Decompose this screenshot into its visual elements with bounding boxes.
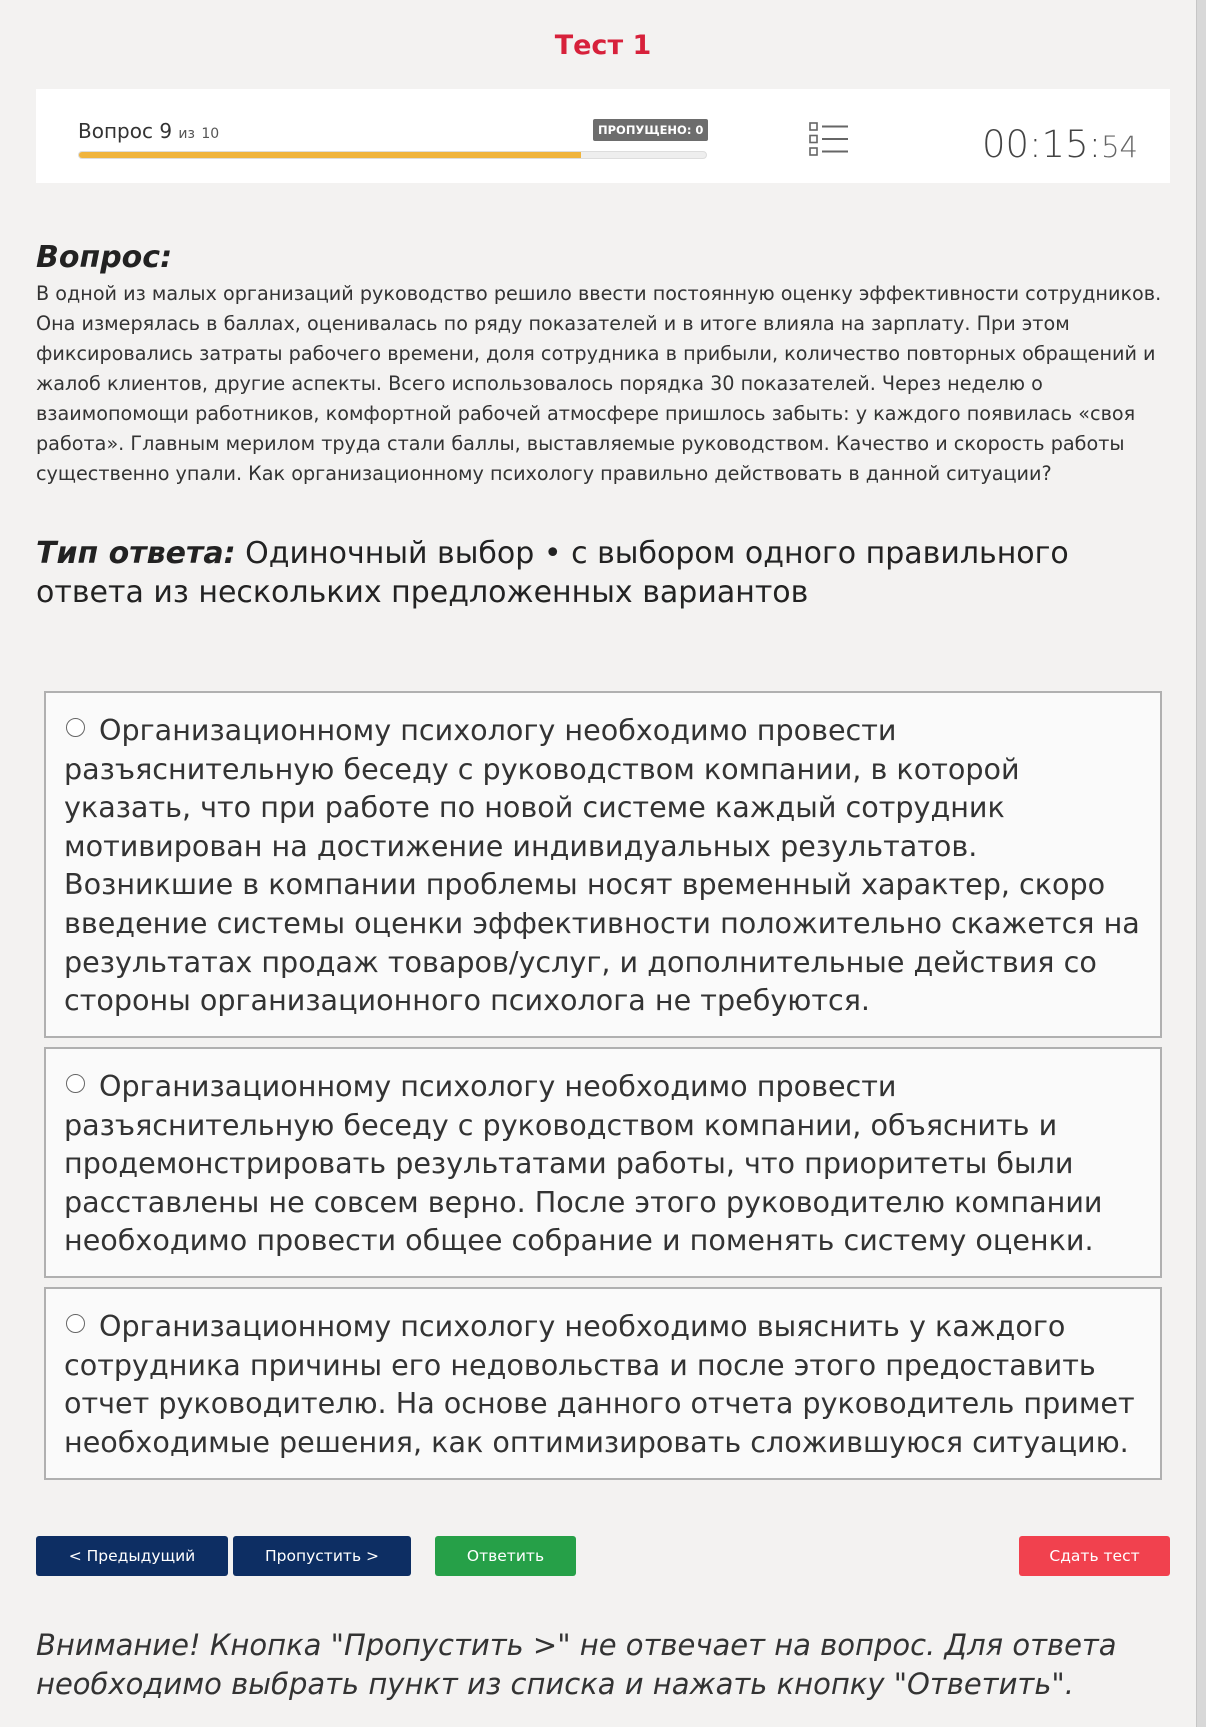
- answer-type-label: Тип ответа:: [36, 536, 236, 571]
- question-total: 10: [201, 126, 220, 142]
- radio-button-icon[interactable]: [66, 718, 85, 737]
- question-number: 9: [159, 119, 173, 143]
- skip-notice: Внимание! Кнопка "Пропустить >" не отвечает на вопрос. Для ответа необходимо выбрать пункт из списка и нажать кнопку "Ответить".: [36, 1628, 1117, 1701]
- answer-option-text: Организационному психологу необходимо выяснить у каждого сотрудника причины его недовольства и после этого предоставить отчет руководителю. На основе данного отчета руководитель примет необходимые решения, как оптимизировать сложившуюся ситуацию.: [64, 1309, 1135, 1459]
- radio-button-icon[interactable]: [66, 1314, 85, 1333]
- timer-seconds: 54: [1101, 130, 1138, 164]
- question-text: В одной из малых организаций руководство решило ввести постоянную оценку эффективности сотрудников. Она измерялась в баллах, оценивалась по ряду показателей и в итоге влияла на зарплату. При этом фиксировались затраты рабочего времени, доля сотрудника в прибыли, количество повторных обращений и жалоб клиентов, другие аспекты. Всего использовалось порядка 30 показателей. Через неделю о взаимопомощи работников, комфортной рабочей атмосфере пришлось забыть: у каждого появилась «своя работа». Главным мерилом труда стали баллы, выставляемые руководством. Качество и скорость работы существенно упали. Как организационному психологу правильно действовать в данной ситуации?: [36, 282, 1162, 485]
- answer-option-3[interactable]: [44, 1287, 1162, 1480]
- skip-button[interactable]: Пропустить >: [233, 1536, 411, 1576]
- skipped-badge: ПРОПУЩЕНО: 0: [593, 119, 708, 141]
- submit-test-button[interactable]: Сдать тест: [1019, 1536, 1170, 1576]
- answer-option-text: Организационному психологу необходимо провести разъяснительную беседу с руководством компании, в которой указать, что при работе по новой системе каждый сотрудник мотивирован на достижение индивидуальных результатов. Возникшие в компании проблемы носят временный характер, скоро введение системы оценки эффективности положительно скажется на результатах продаж товаров/услуг, и дополнительные действия со стороны организационного психолога не требуются.: [64, 713, 1140, 1018]
- scrollbar[interactable]: [1196, 0, 1206, 1727]
- question-label: Вопрос:: [36, 240, 173, 275]
- test-title: Тест 1: [554, 30, 652, 61]
- radio-button-icon[interactable]: [66, 1074, 85, 1093]
- previous-button[interactable]: < Предыдущий: [36, 1536, 228, 1576]
- answer-option-text: Организационному психологу необходимо провести разъяснительную беседу с руководством компании, объяснить и продемонстрировать результатами работы, что приоритеты были расставлены не совсем верно. После этого руководителю компании необходимо провести общее собрание и поменять систему оценки.: [64, 1069, 1103, 1258]
- list-icon[interactable]: [809, 122, 849, 156]
- question-header: [36, 89, 1170, 183]
- answer-type-value: Одиночный выбор • с выбором одного правильного ответа из нескольких предложенных вариантов: [36, 536, 1069, 610]
- progress-bar: [78, 151, 707, 159]
- answer-type: [36, 534, 1170, 612]
- progress-fill: [79, 152, 581, 158]
- question-counter: [78, 119, 219, 143]
- question-counter-label: Вопрос: [78, 119, 153, 143]
- timer-hours-minutes: 00:15:: [982, 123, 1102, 166]
- answer-option-2[interactable]: [44, 1047, 1162, 1278]
- question-of-label: из: [178, 126, 195, 142]
- answer-option-1[interactable]: [44, 691, 1162, 1038]
- answer-button[interactable]: Ответить: [435, 1536, 576, 1576]
- timer: [982, 123, 1138, 166]
